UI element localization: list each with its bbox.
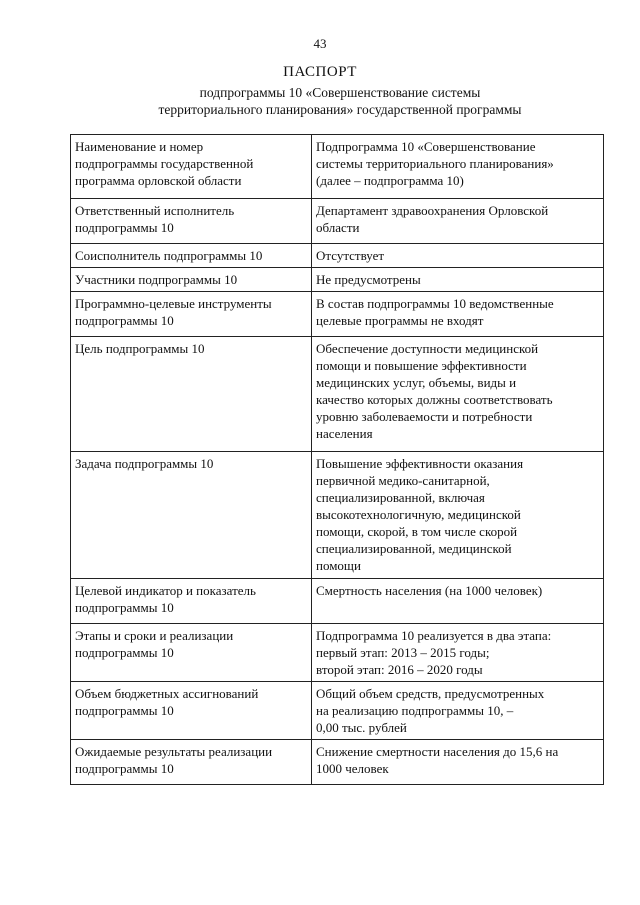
row-value: Повышение эффективности оказания первичной медико-санитарной, специализированной, включая высокотехнологичную, медицинской помощи, скорой, в том числе скорой специализированной, медицинской помощи [312,452,604,579]
page-number: 43 [313,36,327,51]
table-row [71,579,604,624]
row-value: В состав подпрограммы 10 ведомственные целевые программы не входят [312,292,604,337]
table-row [71,292,604,337]
row-value: Обеспечение доступности медицинской помощи и повышение эффективности медицинских услуг, объемы, виды и качество которых должны соответствовать уровню заболеваемости и потребности населения [312,337,604,452]
row-label: Ответственный исполнитель подпрограммы 10 [71,199,312,244]
row-label: Задача подпрограммы 10 [71,452,312,579]
row-value: Не предусмотрены [312,268,604,292]
table-row [71,337,604,452]
table-row [71,452,604,579]
table-row [71,268,604,292]
row-label: Цель подпрограммы 10 [71,337,312,452]
row-label: Участники подпрограммы 10 [71,268,312,292]
row-label: Ожидаемые результаты реализации подпрограммы 10 [71,740,312,785]
row-value: Департамент здравоохранения Орловской области [312,199,604,244]
row-label: Этапы и сроки и реализации подпрограммы 10 [71,624,312,682]
row-value: Общий объем средств, предусмотренных на реализацию подпрограммы 10, – 0,00 тыс. рублей [312,682,604,740]
row-value: Подпрограмма 10 «Совершенствование системы территориального планирования» (далее – подпрограмма 10) [312,135,604,199]
row-label: Целевой индикатор и показатель подпрограммы 10 [71,579,312,624]
table-row [71,624,604,682]
document-title: ПАСПОРТ [283,64,357,80]
row-label: Соисполнитель подпрограммы 10 [71,244,312,268]
row-value: Смертность населения (на 1000 человек) [312,579,604,624]
table-row [71,244,604,268]
row-label: Наименование и номер подпрограммы государственной программа орловской области [71,135,312,199]
table-row [71,682,604,740]
row-value: Подпрограмма 10 реализуется в два этапа: первый этап: 2013 – 2015 годы; второй этап: 2016 – 2020 годы [312,624,604,682]
document-subtitle: подпрограммы 10 «Совершенствование системы территориального планирования» государственной программы [158,85,522,117]
row-value: Отсутствует [312,244,604,268]
passport-table [70,134,604,785]
table-row [71,135,604,199]
table-row [71,199,604,244]
row-label: Программно-целевые инструменты подпрограммы 10 [71,292,312,337]
row-value: Снижение смертности населения до 15,6 на 1000 человек [312,740,604,785]
row-label: Объем бюджетных ассигнований подпрограммы 10 [71,682,312,740]
table-row [71,740,604,785]
